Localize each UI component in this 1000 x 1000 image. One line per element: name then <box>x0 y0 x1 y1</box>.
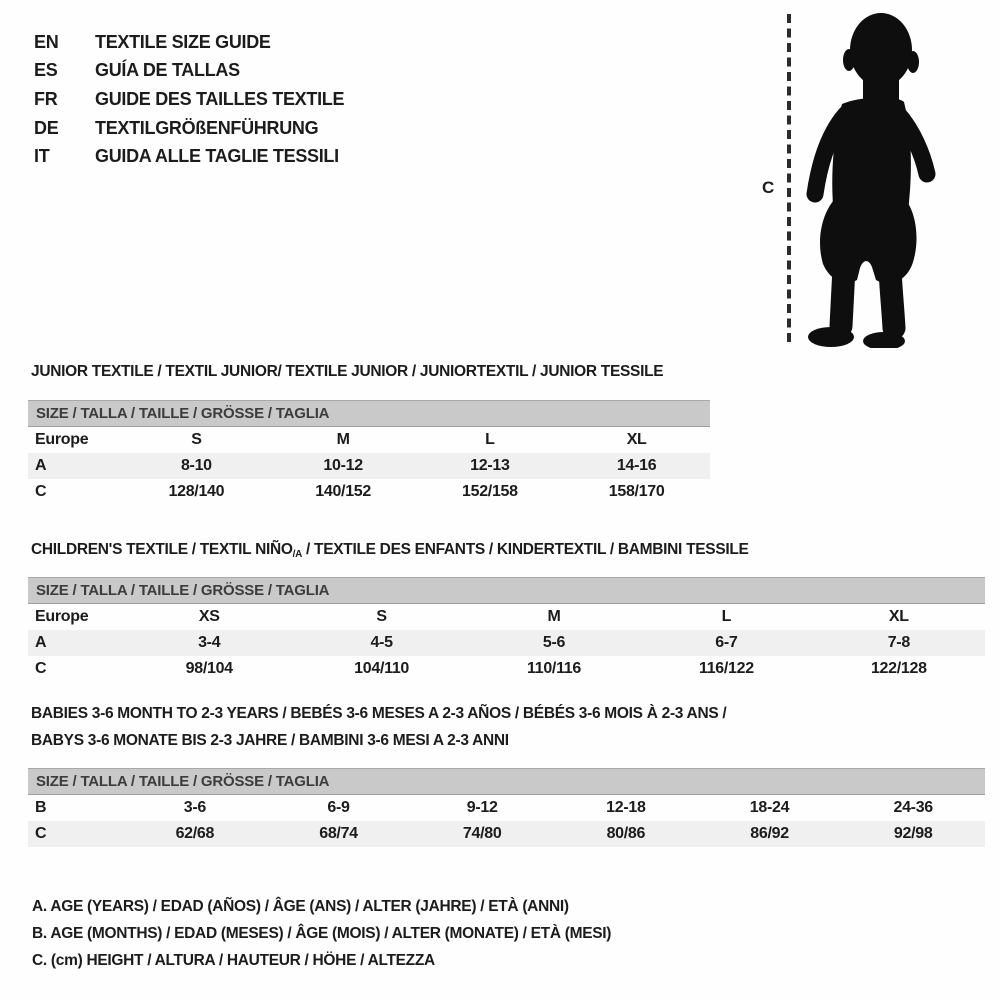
size-col-header: L <box>721 608 732 625</box>
value-cell: 110/116 <box>527 660 581 677</box>
table-row-age <box>28 630 985 656</box>
title-text: / TEXTILE DES ENFANTS / KINDERTEXTIL / BAMBINI TESSILE <box>302 541 749 558</box>
value-cell: 128/140 <box>168 483 225 500</box>
size-col-header: S <box>376 608 387 625</box>
section-title <box>28 700 985 754</box>
value-cell: 152/158 <box>462 483 518 500</box>
value-cell: 24-36 <box>893 799 933 816</box>
row-label: C <box>35 483 47 500</box>
value-cell: 140/152 <box>315 483 371 500</box>
size-col-header: XL <box>626 431 647 448</box>
value-cell: 5-6 <box>542 634 566 651</box>
section-title <box>28 536 985 565</box>
measurement-legend <box>32 893 611 974</box>
title-text: CHILDREN'S TEXTILE / TEXTIL NIÑO <box>31 541 293 558</box>
lang-title: GUIDE DES TAILLES TEXTILE <box>95 88 345 109</box>
lang-code: EN <box>34 31 59 52</box>
legend-line-c: C. (cm) HEIGHT / ALTURA / HAUTEUR / HÖHE / ALTEZZA <box>32 952 435 969</box>
table-row-height <box>28 821 985 847</box>
row-label: Europe <box>35 431 89 448</box>
value-cell: 116/122 <box>698 660 754 677</box>
row-label: C <box>35 825 47 842</box>
lang-title: TEXTILE SIZE GUIDE <box>95 31 271 52</box>
title-line-2: BABYS 3-6 MONATE BIS 2-3 JAHRE / BAMBINI 3-6 MESI A 2-3 ANNI <box>31 732 509 749</box>
value-cell: 3-6 <box>183 799 206 816</box>
title-subscript: /A <box>292 549 303 560</box>
row-label: A <box>35 634 47 651</box>
lang-code: ES <box>34 60 58 81</box>
lang-row-es <box>34 57 344 86</box>
legend-line-b: B. AGE (MONTHS) / EDAD (MESES) / ÂGE (MOIS) / ALTER (MONATE) / ETÀ (MESI) <box>32 925 612 942</box>
value-cell: 8-10 <box>180 457 212 474</box>
lang-row-it <box>34 142 344 171</box>
value-cell: 12-18 <box>606 799 646 816</box>
lang-title: GUÍA DE TALLAS <box>95 60 240 81</box>
value-cell: 6-7 <box>715 634 738 651</box>
table-row-age <box>28 453 710 479</box>
row-label: C <box>35 660 47 677</box>
toddler-silhouette-icon <box>800 8 958 348</box>
table-header-row <box>28 604 985 630</box>
table-row-height <box>28 479 710 505</box>
lang-row-fr <box>34 85 344 114</box>
value-cell: 68/74 <box>319 825 358 842</box>
height-dashed-line <box>786 12 792 346</box>
value-cell: 3-4 <box>198 634 221 651</box>
value-cell: 92/98 <box>893 825 933 842</box>
value-cell: 4-5 <box>370 634 393 651</box>
row-label: A <box>35 457 47 474</box>
size-col-header: S <box>191 431 202 448</box>
value-cell: 14-16 <box>616 457 657 474</box>
size-col-header: M <box>336 431 350 448</box>
value-cell: 158/170 <box>608 483 665 500</box>
table-row-age-months <box>28 795 985 821</box>
value-cell: 80/86 <box>606 825 646 842</box>
value-cell: 6-9 <box>327 799 350 816</box>
row-label: B <box>35 799 47 816</box>
value-cell: 12-13 <box>470 457 510 474</box>
lang-title: TEXTILGRÖßENFÜHRUNG <box>95 117 319 138</box>
lang-title: GUIDA ALLE TAGLIE TESSILI <box>95 146 339 167</box>
language-title-list <box>34 28 344 171</box>
value-cell: 104/110 <box>354 660 410 677</box>
value-cell: 86/92 <box>750 825 789 842</box>
value-cell: 7-8 <box>887 634 910 651</box>
table-header-row <box>28 427 710 453</box>
title-line-1: BABIES 3-6 MONTH TO 2-3 YEARS / BEBÉS 3-6 MESES A 2-3 AÑOS / BÉBÉS 3-6 MOIS À 2-3 ANS / <box>31 705 727 722</box>
size-header-bar: SIZE / TALLA / TAILLE / GRÖSSE / TAGLIA <box>28 577 985 604</box>
size-col-header: L <box>485 431 495 448</box>
lang-row-en <box>34 28 344 57</box>
lang-code: DE <box>34 117 59 138</box>
size-col-header: M <box>547 608 561 625</box>
table-row-height <box>28 656 985 682</box>
lang-row-de <box>34 114 344 143</box>
size-col-header: XL <box>888 608 909 625</box>
lang-code: FR <box>34 88 58 109</box>
value-cell: 62/68 <box>175 825 215 842</box>
row-label: Europe <box>35 608 89 625</box>
babies-textile-section <box>28 700 985 847</box>
legend-line-a: A. AGE (YEARS) / EDAD (AÑOS) / ÂGE (ANS) / ALTER (JAHRE) / ETÀ (ANNI) <box>32 898 569 915</box>
lang-code: IT <box>34 146 50 167</box>
size-col-header: XS <box>198 608 220 625</box>
height-measure-label: C <box>762 178 775 197</box>
value-cell: 10-12 <box>323 457 363 474</box>
value-cell: 18-24 <box>749 799 790 816</box>
childrens-textile-section <box>28 536 985 682</box>
value-cell: 122/128 <box>870 660 927 677</box>
section-title: JUNIOR TEXTILE / TEXTIL JUNIOR/ TEXTILE JUNIOR / JUNIORTEXTIL / JUNIOR TESSILE <box>31 363 664 380</box>
value-cell: 9-12 <box>466 799 498 816</box>
value-cell: 98/104 <box>185 660 233 677</box>
junior-textile-section <box>28 358 710 505</box>
value-cell: 74/80 <box>462 825 502 842</box>
size-header-bar: SIZE / TALLA / TAILLE / GRÖSSE / TAGLIA <box>28 768 985 795</box>
size-header-bar: SIZE / TALLA / TAILLE / GRÖSSE / TAGLIA <box>28 400 710 427</box>
